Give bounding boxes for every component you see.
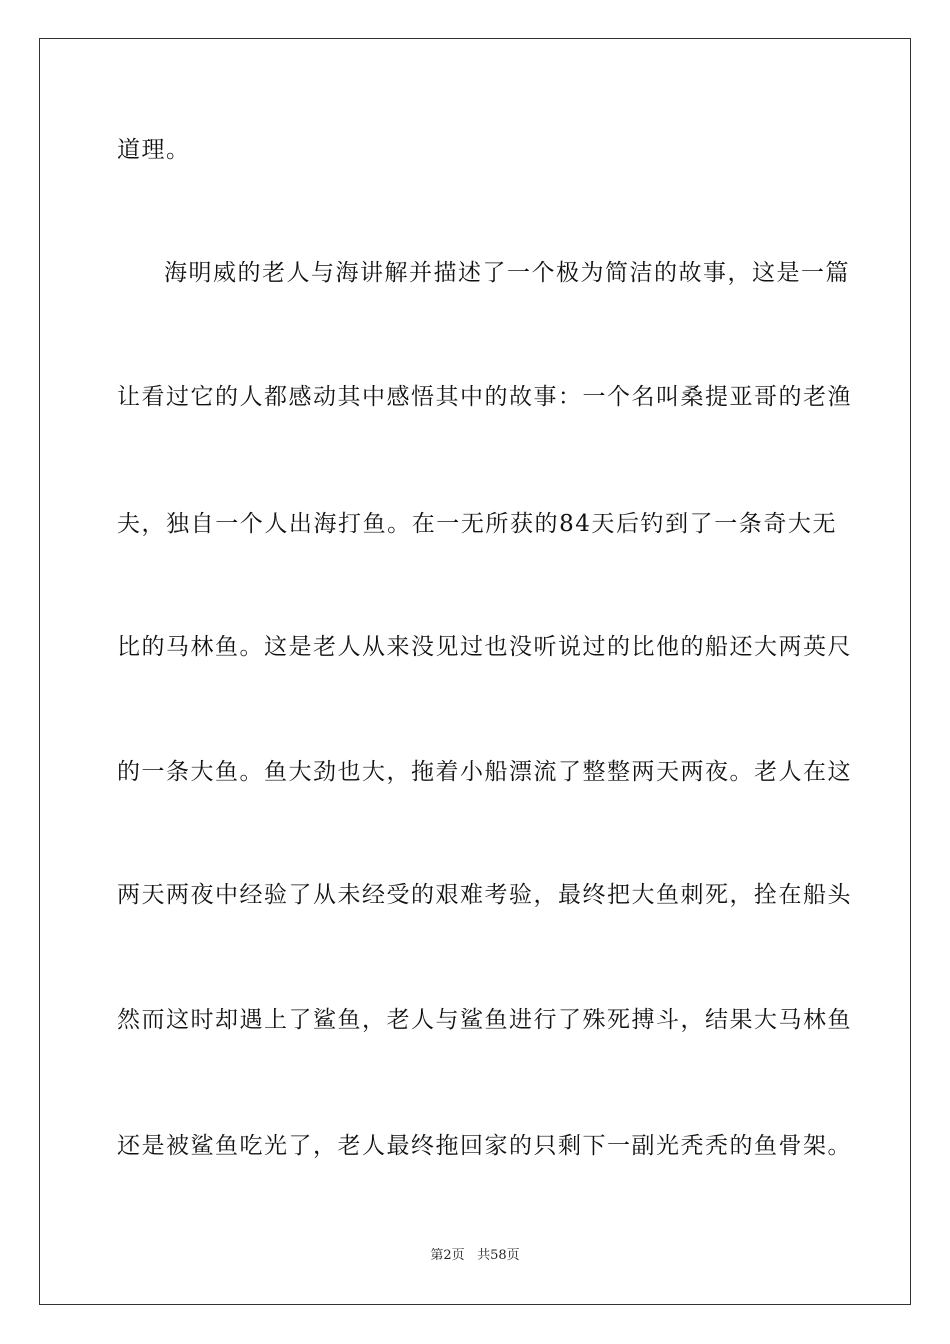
paragraph-line: 的一条大鱼。鱼大劲也大，拖着小船漂流了整整两天两夜。老人在这 xyxy=(117,759,852,785)
paragraph-line: 两天两夜中经验了从未经受的艰难考验，最终把大鱼刺死，拴在船头 xyxy=(117,882,852,908)
page-number: 第2页 xyxy=(430,1248,465,1263)
paragraph-line: 还是被鲨鱼吃光了，老人最终拖回家的只剩下一副光秃秃的鱼骨架。 xyxy=(117,1133,852,1159)
paragraph-line: 让看过它的人都感动其中感悟其中的故事：一个名叫桑提亚哥的老渔 xyxy=(117,384,852,410)
page-border xyxy=(39,38,911,1305)
paragraph-line: 夫，独自一个人出海打鱼。在一无所获的84天后钓到了一条奇大无 xyxy=(117,511,837,537)
paragraph-line: 海明威的老人与海讲解并描述了一个极为简洁的故事，这是一篇 xyxy=(164,260,850,286)
paragraph-line: 然而这时却遇上了鲨鱼，老人与鲨鱼进行了殊死搏斗，结果大马林鱼 xyxy=(117,1007,852,1033)
page-footer xyxy=(0,1247,950,1265)
total-pages: 共58页 xyxy=(477,1248,520,1263)
paragraph-line: 道理。 xyxy=(117,137,191,163)
paragraph-line: 比的马林鱼。这是老人从来没见过也没听说过的比他的船还大两英尺 xyxy=(117,634,852,660)
